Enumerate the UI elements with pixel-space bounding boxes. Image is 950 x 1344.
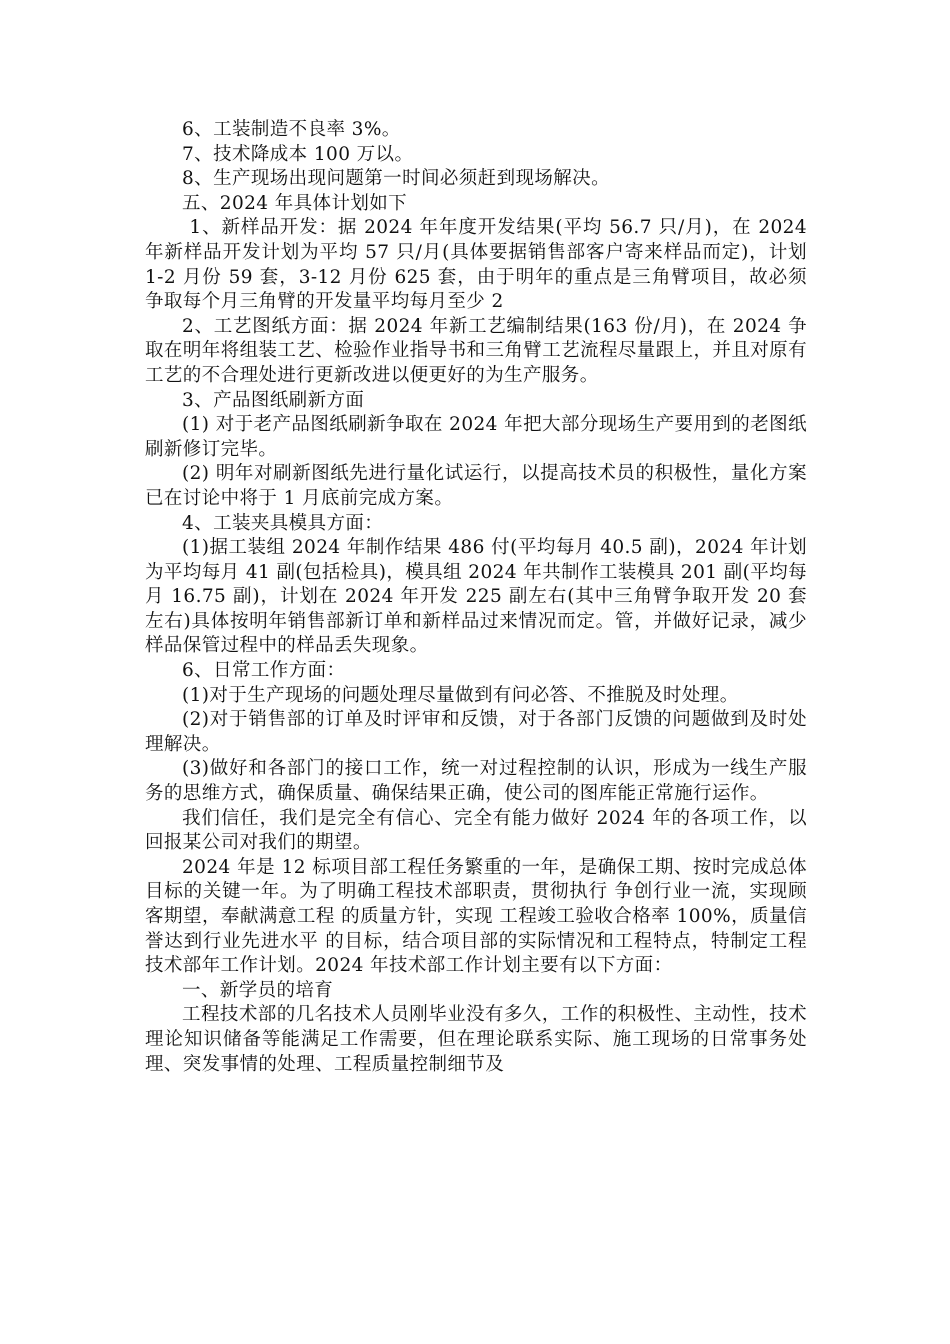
paragraph-item-7: 7、技术降成本 100 万以。 (182, 143, 414, 165)
paragraph-item-6: 6、工装制造不良率 3%。 (182, 119, 401, 140)
paragraph-daily-work-1: (1)对于生产现场的问题处理尽量做到有问必答、不推脱及时处理。 (182, 684, 739, 706)
paragraph-new-samples: 1、新样品开发：据 2024 年年度开发结果(平均 56.7 只/月)，在 2024 年新样品开发计划为平均 57 只/月(具体要据销售部客户寄来样品而定)，计划 1-2 月份 59 套，3-12 月份 625 套，由于明年的重点是三角臂项目，故必须争取每个月三角臂的开发量平均每月至少 2 (145, 217, 807, 313)
paragraph-daily-work-2: (2)对于销售部的订单及时评审和反馈，对于各部门反馈的问题做到及时处理解决。 (145, 709, 807, 755)
subheading-new-trainees: 一、新学员的培育 (182, 979, 334, 1001)
paragraph-drawing-refresh-1: (1) 对于老产品图纸刷新争取在 2024 年把大部分现场生产要用到的老图纸刷新修订完毕。 (145, 414, 807, 460)
paragraph-project-intro: 2024 年是 12 标项目部工程任务繁重的一年，是确保工期、按时完成总体目标的关键一年。为了明确工程技术部职责，贯彻执行 争创行业一流，实现顾客期望，奉献满意工程 的质量方针，实现 工程竣工验收合格率 100%，质量信誉达到行业先进水平 的目标，结合项目部的实际情况和工程特点，特制定工程技术部年工作计划。2024 年技术部工作计划主要有以下方面： (145, 856, 807, 977)
subheading-drawing-refresh: 3、产品图纸刷新方面 (182, 389, 365, 411)
paragraph-drawing-refresh-2: (2) 明年对刷新图纸先进行量化试运行，以提高技术员的积极性，量化方案已在讨论中将于 1 月底前完成方案。 (145, 463, 807, 509)
paragraph-process-drawings: 2、工艺图纸方面：据 2024 年新工艺编制结果(163 份/月)，在 2024 争取在明年将组装工艺、检验作业指导书和三角臂工艺流程尽量跟上，并且对原有工艺的不合理处进行更新改进以便更好的为生产服务。 (145, 315, 807, 386)
paragraph-fixtures-molds-1: (1)据工装组 2024 年制作结果 486 付(平均每月 40.5 副)，2024 年计划为平均每月 41 副(包括检具)，模具组 2024 年共制作工装模具 201 副(平均每月 16.75 副)，计划在 2024 年开发 225 副左右(其中三角臂争取开发 20 套左右)具体按明年销售部新订单和新样品过来情况而定。管，并做好记录，减少样品保管过程中的样品丢失现象。 (145, 537, 807, 657)
paragraph-new-trainees: 工程技术部的几名技术人员刚毕业没有多久，工作的积极性、主动性，技术理论知识储备等能满足工作需要，但在理论联系实际、施工现场的日常事务处理、突发事情的处理、工程质量控制细节及 (145, 1004, 807, 1075)
document-body (145, 118, 807, 1077)
section-heading-plan-2024: 五、2024 年具体计划如下 (182, 192, 408, 214)
subheading-daily-work: 6、日常工作方面： (182, 660, 346, 682)
subheading-fixtures-molds: 4、工装夹具模具方面： (182, 512, 384, 534)
paragraph-daily-work-3: (3)做好和各部门的接口工作，统一对过程控制的认识，形成为一线生产服务的思维方式，确保质量、确保结果正确，使公司的图库能正常施行运作。 (145, 758, 807, 805)
paragraph-confidence: 我们信任，我们是完全有信心、完全有能力做好 2024 年的各项工作，以回报某公司对我们的期望。 (145, 807, 807, 854)
paragraph-item-8: 8、生产现场出现问题第一时间必须赶到现场解决。 (182, 168, 610, 190)
